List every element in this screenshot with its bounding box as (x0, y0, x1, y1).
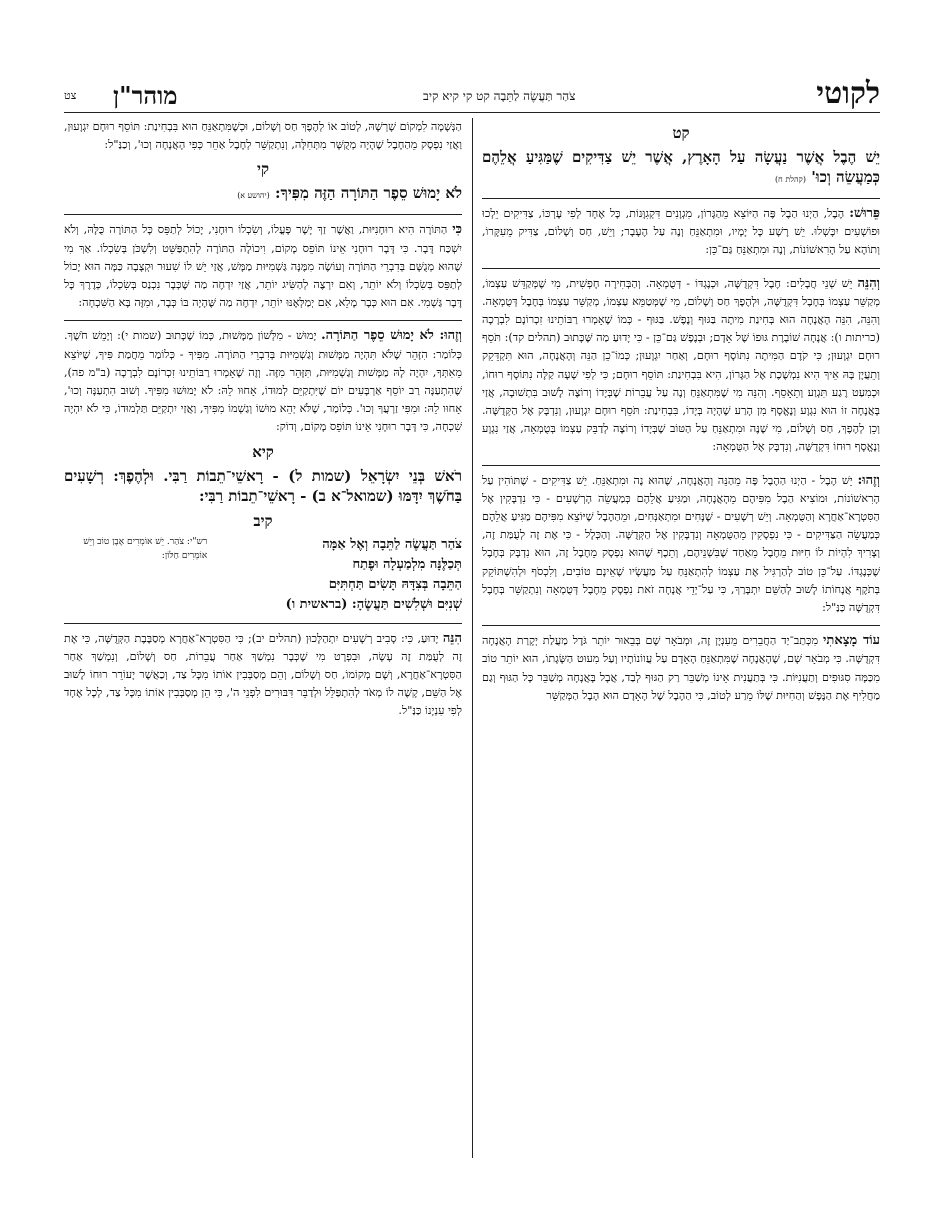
paragraph-lead: עוֹד מָצָאתִי (823, 633, 880, 649)
paragraph-text: הֶבֶל, הַיְנוּ הַבֶל פֶּה הַיּוֹצֵא מֵהַגָּרוֹן, מִגְוָנִים דִּקְגִוָּנוֹת, כָּל אֶחָד לְפִי עֶרְכּוֹ, צַדִּיקִים יֵלְכוּ וּפוֹשְׁעִים יִכָּשְׁלוּ. יֵשׁ רָשָׁע כָּל יָמָיו, וּמִתְאַנֵּחַ וְנֶה עַל הֶעָבָר; וְיֵשׁ, חַס וְשָׁלוֹם, צַדִּיק מֵעִקָּרוֹ, וְתוֹהֶא עַל הָרִאשׁוֹנוֹת, וְנֶה וּמִתְאַנֵּחַ גַּם־כֵּן: (482, 207, 880, 257)
section-heading-k: קי (257, 160, 269, 179)
divider (64, 320, 462, 321)
divider (482, 198, 880, 199)
verse-kyb-lines (215, 535, 462, 615)
paragraph-lead: וְזֶהוּ: לֹא יָמוּשׁ סֵפֶר הַתּוֹרָה. (321, 328, 462, 344)
paragraph-text: יָדוּעַ, כִּי: סָבִיב רְשָׁעִים יִתְהַלָּכוּן (תהלים יב); כִּי הַסִּטְרָא־אַחֲרָא מְסַבֶּבֶת הַקְּדֻשָּׁה, כִּי אֶת זֶה לְעֻמַּת זֶה עָשָׂה, וּבִפְרָט מִי שֶׁכְּבָר נִמְשַׁךְ אַחַר עֲבֵרוֹת, חַס וְשָׁלוֹם, וְנִמְשַׁךְ אַחַר הַסִּטְרָא־אַחֲרָא, וְשָׁם מְקוֹמוֹ, חַס וְשָׁלוֹם, וְהֵם מְסַבְּבִין אוֹתוֹ מִכָּל צַד, וְכַאֲשֶׁר יָעוֹרֵר רוּחוֹ לָשׁוּב אֶל הַשֵּׁם, קָשֶׁה לוֹ מְאֹד לְהִתְפַּלֵּל וּלְדַבֵּר דִּבּוּרִים לִפְנֵי ה', כִּי הֵן מְסַבְּבִין אוֹתוֹ מִכָּל צַד, לְכָל אֶחָד לְפִי עִנְיָנוֹ כַּנַּ"ל. (64, 631, 462, 718)
rashi-note: רש"י: צֹהַר. יֵשׁ אוֹמְרִים אֶבֶן טוֹב וְיֵשׁ אוֹמְרִים חַלּוֹן: (83, 536, 208, 561)
paragraph-text: יֵשׁ הֶבֶל - הַיְנוּ הַהֶבֶל פֶּה מֵהַנֵּה וְהָאֲנָחָה, שֶׁהוּא נֶה וּמִתְאַנֵּחַ. יֵשׁ צַדִּיקִים - שֶׁתּוֹהִין עַל הָרִאשׁוֹנוֹת, וּמוֹצִיא הַבֶל מִפִּיהֶם מֵהָאֲנָחָה, וּמַגִּיעַ אֲלֵהֶם כְּמַעֲשֵׂה הָרְשָׁעִים - כִּי נִדְבָּקִין אֶל הַסִּטְרָא־אַחֲרָא וְהַטֻּמְאָה. וְיֵשׁ רְשָׁעִים - שֶׁנָּחִים וּמִתְאַנְּחִים, וּמֵהַהֶבֶל שֶׁיּוֹצֵא מִפִּיהֶם מַגִּיעַ אֲלֵהֶם כְּמַעֲשֵׂה הַצַּדִּיקִים - כִּי נִפְסָקִין מֵהַטֻּמְאָה וְנִדְבָּקִין אֶל הַקְּדֻשָּׁה. וְהַכְּלָל - כִּי אֶת זֶה לְעֻמַּת זֶה, וְצָרִיךְ לִהְיוֹת לוֹ חִיּוּת מֵחֶבֶל מֵאַחַד שֶׁבִּשְׁנֵיהֶם, וְתֵכֶף שֶׁהוּא נִפְסָק מֵחֶבֶל זֶה, הוּא נִדְבָּק בְּחֶבֶל שֶׁכְּנֶגְדּוֹ. עַל־כֵּן טוֹב לְהַרְגִּיל אֶת עַצְמוֹ לְהִתְאַנֵּחַ עַל מַעֲשָׂיו שֶׁאֵינָם טוֹבִים, וְלִכְסֹף וּלְהִשְׁתּוֹקֵק בְּתֹקֶף אֲנָחוֹתוֹ לָשׁוּב לְהַשֵּׁם יִתְבָּרַךְ, כִּי עַל־יְדֵי אֲנָחָה זֹאת נִפְסָק מֵחֶבֶל דְּטֻמְאָה וְנִתְקַשֵּׁר בְּחֶבֶל דִּקְדֻשָּׁה כַּנַּ"ל: (482, 473, 880, 615)
paragraph-lead: וְהִנֵּה (857, 275, 880, 291)
header-title-left: מוהר"ן (112, 81, 178, 110)
verse-line: הַתֵּבָה בְּצִדָּהּ תָּשִׂים תַּחְתִּיִּם (328, 576, 462, 592)
header-rule (64, 112, 880, 113)
paragraph (482, 275, 880, 457)
columns (64, 118, 880, 1158)
paragraph-lead: כִּי (452, 222, 462, 238)
paragraph-text: יָמוּשׁ - מִלְּשׁוֹן מַמָּשׁוּת, כְּמוֹ שֶׁכָּתוּב (שמות י): וְיָמֵשׁ חֹשֶׁךְ. כְּלוֹמַר: הִזָּהֵר שֶׁלֹּא תִּהְיֶה מַמָּשׁוּת וְגַשְׁמִיּוּת בְּדִבְרֵי הַתּוֹרָה. מִפִּיךָ - כְּלוֹמַר מֵחֲמַת פִּיךָ, שֶׁיּוֹצֵא מֵאִתְּךָ, יִהְיֶה לָהּ מַמָּשׁוּת וְגַשְׁמִיּוּת, תִּזָּהֵר מִזֶּה. וְזֶה שֶׁאָמְרוּ רַבּוֹתֵינוּ זִכְרוֹנָם לִבְרָכָה (ב"מ פה), שֶׁהִתְעַנָּה רַב יוֹסֵף אַרְבָּעִים יוֹם שֶׁיִּתְקַיֵּם לְמוּדוֹ, אָחוּו לֵהּ: לֹא יָמוּשׁוּ מִפִּיךָ. וְשׁוּב הִתְעַנָּה וְכוּ', אָחוּו לֵהּ: וּמִפִּי זַרְעֲךָ וְכוּ'. כְּלוֹמַר, שֶׁלֹּא יְהֵא מוּשׁוֹ וְגַשְׁמוֹ מִפִּיךָ, וַאֲזַי יִתְקַיֵּם תַּלְמוּדוֹ, כִּי לֹא יִהְיֶה שִׁכְחָה, כִּי דָּבָר רוּחָנִי אֵינוֹ תּוֹפֵס מָקוֹם, וְדוֹק: (64, 329, 462, 434)
paragraph-lead: וְזֶהוּ: (857, 472, 880, 488)
verse-kt-source: (קהלת ח) (774, 175, 806, 184)
verse-kyb (64, 535, 462, 615)
header-title-right: לקוטי (816, 76, 880, 111)
verse-k-text: לֹא יָמוּשׁ סֵפֶר הַתּוֹרָה הַזֶּה מִפִּיךָ: (274, 184, 462, 203)
verse-k (64, 183, 462, 206)
section-heading-kya: קיא (252, 442, 274, 461)
paragraph-lead: הִנֵּה (442, 630, 462, 646)
verse-kt (482, 147, 880, 190)
divider (64, 623, 462, 624)
paragraph (482, 472, 880, 618)
divider (482, 268, 880, 269)
verse-line: שְׁנִיִּם וּשְׁלִשִׁים תַּעֲשֶׂהָ: (בראשית ו) (285, 596, 462, 612)
paragraph (482, 205, 880, 260)
divider (482, 465, 880, 466)
page-number: צט (64, 89, 77, 102)
verse-k-source: (יהושע א) (237, 191, 270, 201)
section-heading-kt: קט (672, 124, 690, 142)
paragraph (64, 221, 462, 312)
page (64, 78, 880, 1158)
verse-kt-text: יֵשׁ הֶבֶל אֲשֶׁר נַעֲשָׂה עַל הָאָרֶץ, אֲשֶׁר יֵשׁ צַדִּיקִים שֶׁמַּגִּיעַ אֲלֵהֶם כְּמַעֲשֵׂה וְכוּ' (482, 148, 880, 186)
paragraph (64, 327, 462, 436)
section-heading-kyb: קיב (253, 511, 273, 530)
paragraph (482, 632, 880, 705)
paragraph-text: הַתּוֹרָה הִיא רוּחָנִיּוּת, וַאֲשֶׁר זַךְ יָשָׁר פָּעֳלוֹ, וְשִׂכְלוֹ רוּחָנִי, יָכוֹל לְתַפֵּס כָּל הַתּוֹרָה כֻּלָּהּ, וְלֹא יִשְׁכַּח דָּבָר. כִּי דָּבָר רוּחָנִי אֵינוֹ תּוֹפֵס מָקוֹם, וִיכוֹלָה הַתּוֹרָה לְהִתְפַּשֵּׁט וְלִשְׁכֹּן בְּשִׂכְלוֹ. אַךְ מִי שֶׁהוּא מְגֻשָּׁם בְּדִבְרֵי הַתּוֹרָה וְעוֹשֶׂה מִמֶּנָּה גַּשְׁמִיּוּת מַמָּשׁ, אֲזַי יֵשׁ לוֹ שִׁעוּר וּקְצָבָה כַּמָּה הוּא יָכוֹל לְתַפֵּס בְּשִׂכְלוֹ וְלֹא יוֹתֵר, וְאִם יִרְצֶה לְהַשִּׂיג יוֹתֵר, אֲזַי יִדְחֶה מַה שֶּׁכְּבָר נִכְנַס בְּשִׂכְלוֹ, כְּדֶרֶךְ כָּל דָּבָר גַּשְׁמִי. אִם הוּא כְּבָר מָלֵא, אִם יְמַלְּאֶנּוּ יוֹתֵר, יִדְחֶה מַה שֶּׁהָיָה בּוֹ כְּבָר, וּמִזֶּה בָּא הַשִּׁכְחָה: (64, 223, 462, 310)
right-column (482, 118, 880, 1158)
paragraph (64, 630, 462, 721)
running-header (64, 78, 880, 110)
verse-line: תְּכַלֶּנָּה מִלְמַעְלָה וּפֶתַח (352, 556, 462, 572)
paragraph: הַנְּשָׁמָה לִמְקוֹם שָׁרְשָׁהּ, לְטוֹב אוֹ לְהֶפֶךְ חַס וְשָׁלוֹם, וּכְשֶׁמִּתְאַנֵּחַ הוּא בִּבְחִינַת: תּוֹסֵף רוּחָם יִגְוָעוּן, וַאֲזַי נִפְסָק מֵהַחֶבֶל שֶׁהָיָה מְקֻשָּׁר מִתְּחִלָּה, וְנִתְקַשֵּׁר לְחֶבֶל אַחֵר כְּפִי הָאֲנָחָה וְכוּ', וְכַנַּ"ל: (64, 120, 462, 152)
header-subtitle: צֹהַר תַּעֲשֶׂה לַתֵּבָה קט קי קיא קיב (423, 89, 576, 103)
verse-kya: רֹאשׁ בְּנֵי יִשְׂרָאֵל (שמות ל) - רָאשֵׁי־תֵבוֹת רַבִּי. וּלְהֶפֶךְ: רְשָׁעִים בַּחֹשֶׁךְ יִדָּמּוּ (שמואל־א ב) - רָאשֵׁי־תֵבוֹת רַבִּי: (64, 466, 462, 505)
left-column (64, 118, 462, 1158)
divider (482, 625, 880, 626)
verse-line: צֹהַר תַּעֲשֶׂה לַתֵּבָה וְאֶל אַמָּה (322, 536, 462, 552)
paragraph-lead: פֵּרוּשׁ: (849, 206, 880, 221)
paragraph-text: יֵשׁ שְׁנֵי חֲבָלִים: חֶבֶל דִּקְדֻשָּׁה, וּכְנֶגְדּוֹ - דְּטֻמְאָה. וְהַבְּחִירָה חָפְשִׁית, מִי שֶׁמְּקַדֵּשׁ עַצְמוֹ, מְקַשֵּׁר עַצְמוֹ בְּחֶבֶל דִּקְדֻשָּׁה, וּלְהֶפֶךְ חַס וְשָׁלוֹם, מִי שֶׁמְּטַמֵּא עַצְמוֹ, מְקַשֵּׁר עַצְמוֹ בְּחֶבֶל דְּטֻמְאָה. וְהִנֵּה, הִנֵּה הָאֲנָחָה הוּא בְּחִינַת מִיתָה בַּגּוּף וְנֶפֶשׁ. בַּגּוּף - כְּמוֹ שֶׁאָמְרוּ רַבּוֹתֵינוּ זִכְרוֹנָם לִבְרָכָה (כריתות ו): אֲנָחָה שׁוֹבֶרֶת גּוּפוֹ שֶׁל אָדָם; וּבְנֶפֶשׁ גַּם־כֵּן - כִּי יָדוּעַ מַה שֶּׁכָּתוּב (תהלים קד): תֹּסֵף רוּחָם יִגְוָעוּן; כִּי קֹדֶם הַמִּיתָה נִתּוֹסָף רוּחָם, וְאַחַר יִגְוָעוּן; כְּמוֹ־כֵן הַנֵּה וְהָאֲנָחָה, הוּא תִּקְדֵּקֵק וְתֵעֲיָן בָּהּ אֵיךְ הִיא נִמְשֶׁכֶת אֶל הַגָּרוֹן, הִיא בִּבְחִינַת: תּוֹסֵף רוּחָם; כִּי לְפִי שָׁעָה קַלָּה נִתּוֹסָף רוּחוֹ, וּכְמִעַט רֶגַע תִּגְוַע וְתֵאָסֵף. וְהִנֵּה מִי שֶׁמִּתְאַנֵּחַ וְנֶה עַל עֲבֵרוֹת שֶׁבְּיָדוֹ וְרוֹצֶה לָשׁוּב בִּתְשׁוּבָה, אֲזַי בָּאֲנָחָה זוֹ הוּא נִגְוָע וְנֶאֱסָף מִן הָרַע שֶׁהָיָה בְּיָדוֹ, בִּבְחִינַת: תֹּסֵף רוּחָם יִגְוָעוּן, וְנִדְבָּק אֶל הַקְּדֻשָּׁה. וְכֵן לְהֶפֶךְ, חַס וְשָׁלוֹם, מִי שֶׁנֶּה וּמִתְאַנֵּחַ עַל הַטּוֹב שֶׁבְּיָדוֹ וְרוֹצֶה לְדַבֵּק עַצְמוֹ בְּטֻמְאָה, אֲזַי נִגְוָע וְנֶאֱסָף רוּחוֹ דִּקְדֻשָּׁה, וְנִדְבָּק אֶל הַטֻּמְאָה: (482, 276, 880, 454)
paragraph-text: מִכְּתַב־יַד הַחֲבֵרִים מֵעִנְיָן זֶה, וּמְבֹאָר שָׁם בְּבֵאוּר יוֹתֵר גֹּדֶל מַעֲלַת יְקָרַת הָאֲנָחָה דִּקְדֻשָּׁה. כִּי מְבֹאָר שָׁם, שֶׁהָאֲנָחָה שֶׁמִּתְאַנֵּחַ הָאָדָם עַל עֲווֹנוֹתָיו וְעַל מִעוּט הַשָּׂגָתוֹ, הוּא יוֹתֵר טוֹב מִכַּמָּה סִגּוּפִים וְתַעֲנִיּוֹת. כִּי בְּתַעֲנִית אֵינוֹ מְשַׁבֵּר רַק הַגּוּף לְבַד, אֲבָל בָּאֲנָחָה מְשַׁבֵּר כָּל הַגּוּף וְגַם מַחֲלִיף אֶת הַנֶּפֶשׁ וְהַחִיּוּת שֶׁלּוֹ מֵרַע לְטוֹב, כִּי הַהֶבֶל שֶׁל הָאָדָם הוּא הֶבֶל הַמְּקַשֵּׁר (482, 634, 880, 702)
divider (64, 214, 462, 215)
